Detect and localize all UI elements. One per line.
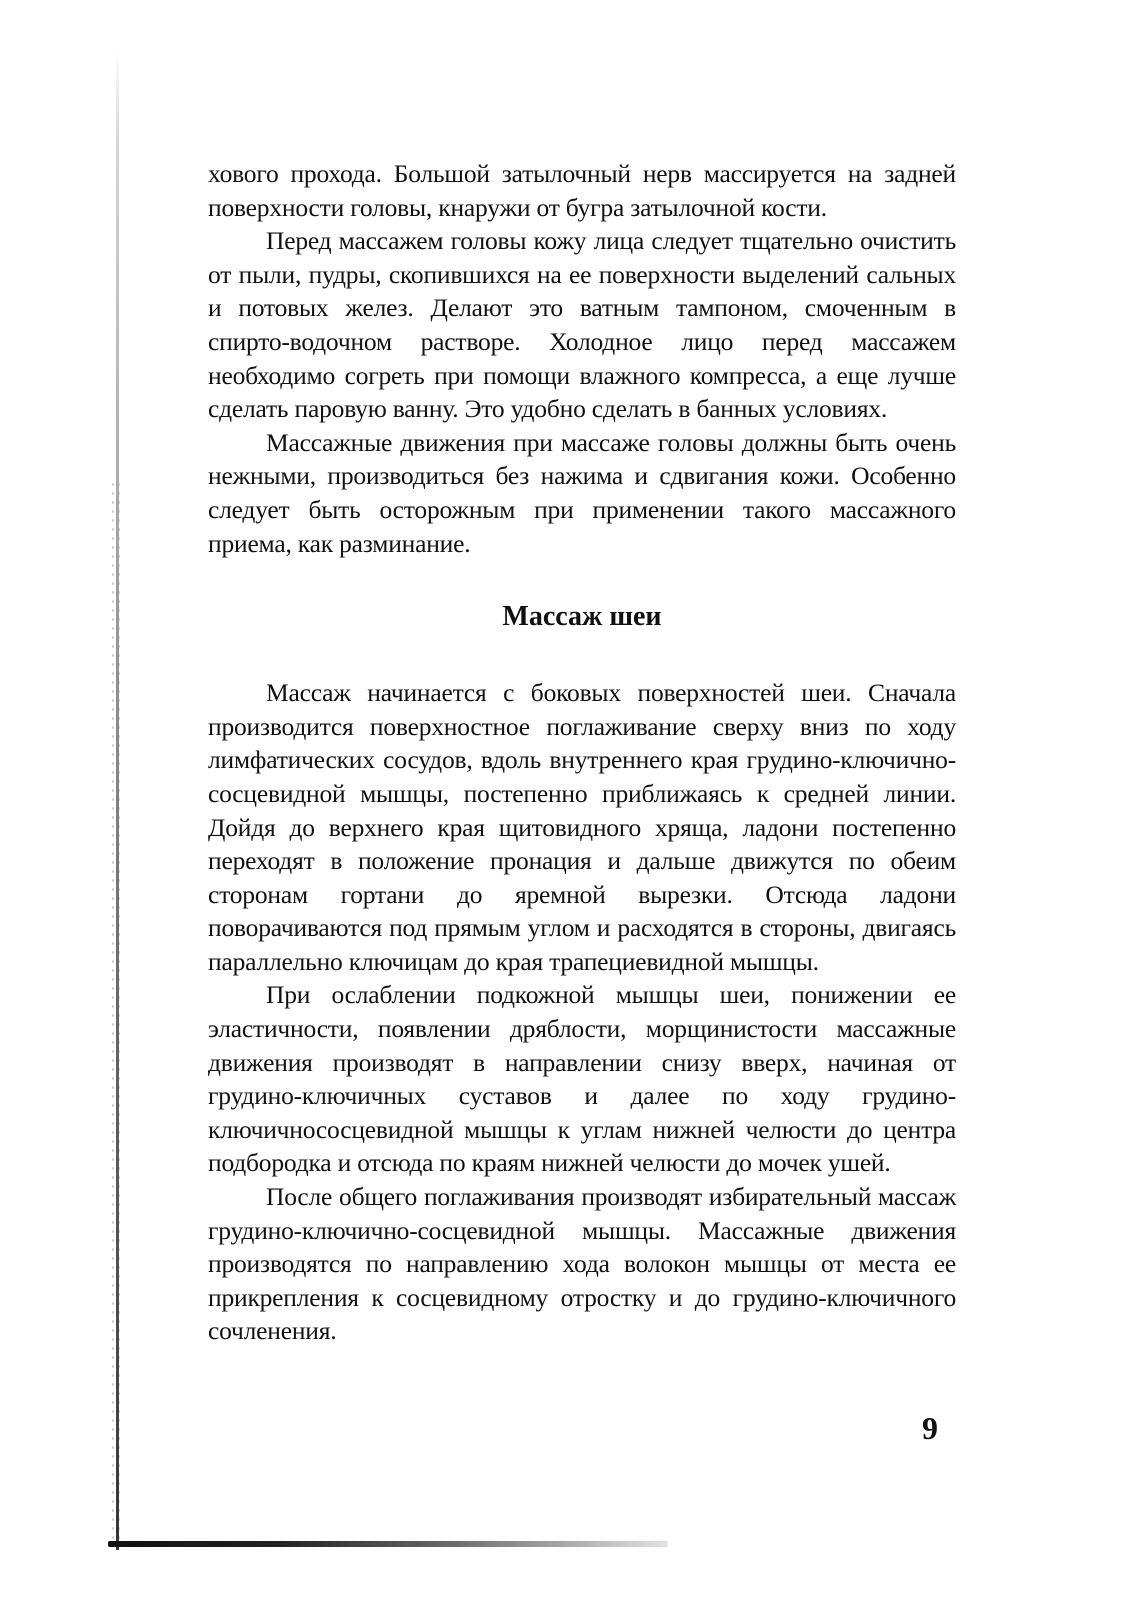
page-number: 9: [922, 1410, 938, 1446]
paragraph-continuation: хового прохода. Большой затылочный нерв массируется на задней поверхности головы, кнаружи от бугра затылочной кости.: [208, 159, 956, 222]
paragraph-neck-muscle-weakening: При ослаблении подкожной мышцы шеи, понижении ее эластичности, появлении дряблости, морщинистости массажные движения производят в направлении снизу вверх, начиная от грудино-ключичных суставов и далее по ходу грудино-ключичнососцевидной мышцы к углам нижней челюсти до центра подбородка и отсюда по краям нижней челюсти до мочек ушей.: [208, 980, 956, 1178]
section-heading: Массаж шеи: [502, 601, 662, 633]
paragraph-head-massage-movements: Массажные движения при массаже головы должны быть очень нежными, производиться без нажима и сдвигания кожи. Особенно следует быть осторожным при применении такого массажного приема, как разминание.: [208, 427, 956, 558]
paragraph-face-cleansing: Перед массажем головы кожу лица следует тщательно очистить от пыли, пудры, скопившихся на ее поверхности выделений сальных и потовых желез. Делают это ватным тампоном, смоченным в спирто-водочном растворе. Холодное лицо перед массажем необходимо согреть при помощи влажного компресса, а еще лучше сделать паровую ванну. Это удобно сделать в банных условиях.: [208, 226, 956, 424]
paragraph-selective-massage: После общего поглаживания производят избирательный массаж грудино-ключично-сосцевидной мышцы. Массажные движения производятся по направлению хода волокон мышцы от места ее прикрепления к сосцевидному отростку и до грудино-ключичного сочленения.: [208, 1182, 956, 1346]
paragraph-neck-massage-start: Массаж начинается с боковых поверхностей шеи. Сначала производится поверхностное поглаживание сверху вниз по ходу лимфатических сосудов, вдоль внутреннего края грудино-ключично-сосцевидной мышцы, постепенно приближаясь к средней линии. Дойдя до верхнего края щитовидного хряща, ладони постепенно переходят в положение пронация и дальше движутся по обеим сторонам гортани до яремной вырезки. Отсюда ладони поворачиваются под прямым углом и расходятся в стороны, двигаясь параллельно ключицам до края трапециевидной мышцы.: [208, 678, 956, 976]
binding-edge: [116, 50, 119, 1550]
binding-shadow: [108, 1541, 668, 1547]
text-body: [208, 157, 956, 1348]
